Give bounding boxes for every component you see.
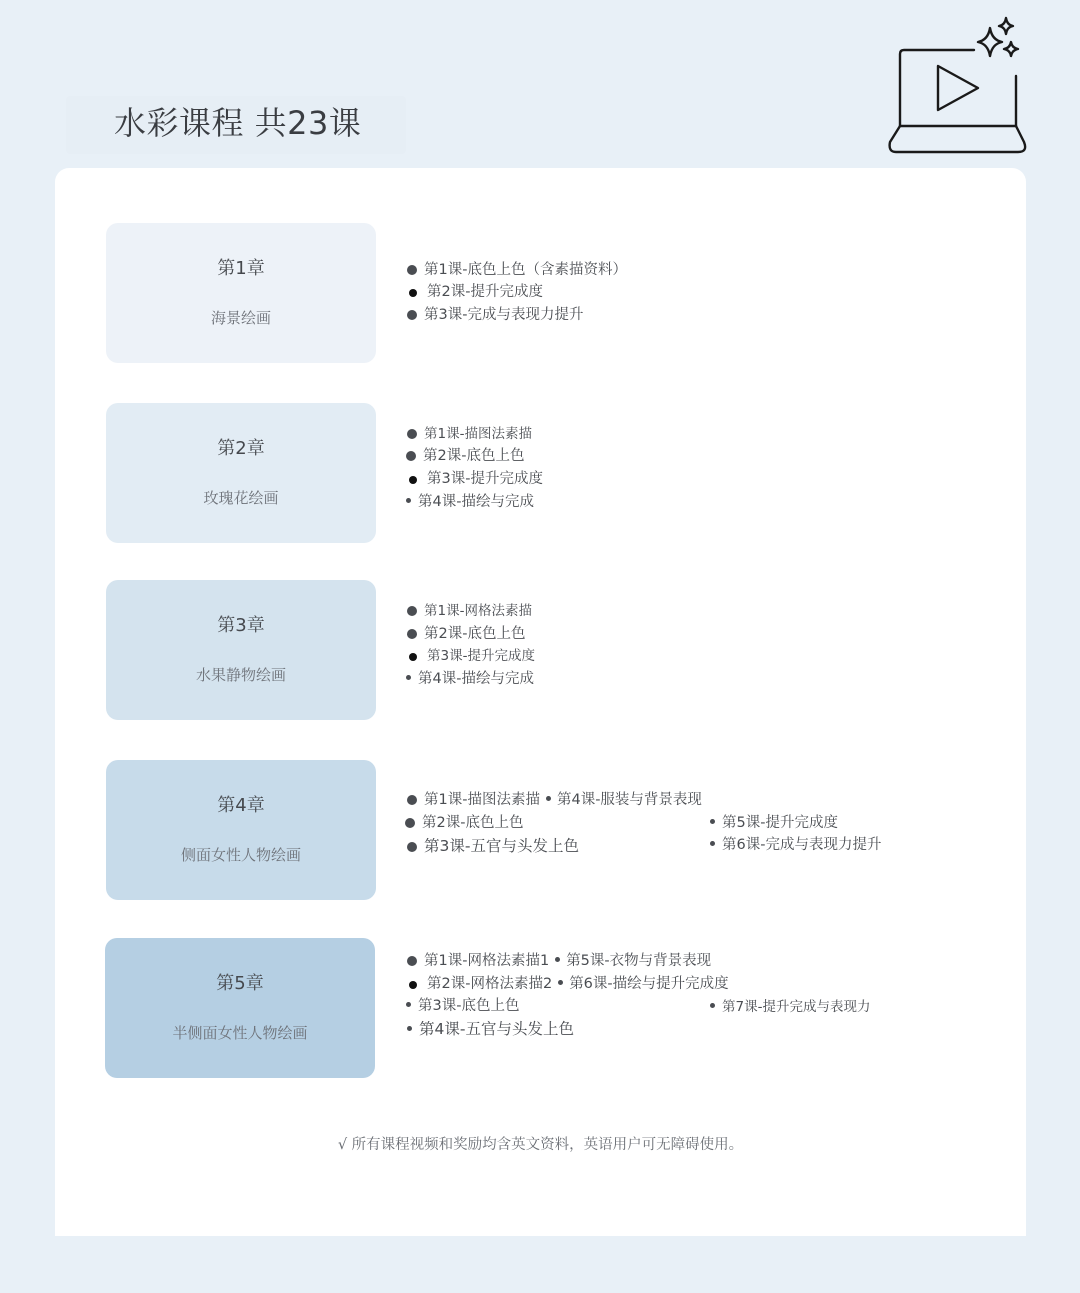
lesson-item: 第4课-描绘与完成: [406, 669, 534, 689]
lesson-item: 第1课-描图法素描 第4课-服装与背景表现: [407, 790, 702, 810]
course-outline-card: [55, 168, 1026, 1236]
laptop-video-icon: [886, 16, 1030, 158]
chapter-topic: 玫瑰花绘画: [203, 489, 279, 507]
chapter-number: 第5章: [216, 973, 264, 994]
lesson-item: 第7课-提升完成与表现力: [710, 997, 870, 1017]
bullet-icon: [407, 429, 417, 439]
chapter-5-box: [105, 938, 375, 1078]
chapter-topic: 水果静物绘画: [195, 666, 286, 684]
chapter-number: 第4章: [217, 795, 265, 816]
chapter-2-box: [106, 403, 376, 543]
sparkle-large-icon: [978, 28, 1002, 56]
bullet-icon: [407, 1026, 412, 1031]
bullet-separator: [555, 957, 560, 962]
lesson-item: 第6课-完成与表现力提升: [710, 835, 881, 855]
lesson-item: 第3课-五官与头发上色: [407, 836, 579, 856]
bullet-separator: [546, 796, 551, 801]
bullet-icon: [409, 653, 417, 661]
lesson-item: 第3课-底色上色: [406, 996, 519, 1016]
bullet-icon: [407, 310, 417, 320]
chapter-number: 第2章: [217, 438, 265, 459]
chapter-topic: 半侧面女性人物绘画: [172, 1024, 308, 1042]
lesson-item: 第3课-完成与表现力提升: [407, 305, 583, 325]
bullet-icon: [407, 795, 417, 805]
bullet-icon: [409, 289, 417, 297]
lesson-item: 第4课-五官与头发上色: [407, 1019, 574, 1039]
title-banner: [66, 96, 406, 154]
bullet-icon: [409, 476, 417, 484]
bullet-icon: [405, 818, 415, 828]
lesson-item: 第2课-提升完成度: [407, 282, 543, 302]
bullet-icon: [407, 606, 417, 616]
bullet-icon: [407, 265, 417, 275]
chapter-topic: 海景绘画: [210, 309, 271, 327]
bullet-icon: [406, 675, 411, 680]
lesson-item: 第2课-底色上色: [405, 813, 523, 833]
bullet-icon: [407, 956, 417, 966]
lesson-item: 第1课-底色上色（含素描资料）: [407, 260, 627, 280]
sparkle-small-icon: [1004, 42, 1018, 56]
footnote: √ 所有课程视频和奖励均含英文资料，英语用户可无障碍使用。: [337, 1137, 744, 1153]
bullet-icon: [406, 451, 416, 461]
lesson-item: 第4课-描绘与完成: [406, 492, 534, 512]
bullet-icon: [710, 1003, 715, 1008]
lesson-item: 第3课-提升完成度: [407, 469, 543, 489]
bullet-icon: [710, 841, 715, 846]
lesson-item: 第1课-描图法素描: [407, 424, 532, 444]
chapter-4-box: [106, 760, 376, 900]
lesson-item: 第2课-底色上色: [406, 446, 524, 466]
chapter-3-box: [106, 580, 376, 720]
sparkle-small-icon: [999, 18, 1013, 34]
lesson-item: 第5课-提升完成度: [710, 813, 838, 833]
bullet-icon: [406, 1002, 411, 1007]
bullet-icon: [710, 819, 715, 824]
chapter-number: 第3章: [217, 615, 265, 636]
bullet-icon: [407, 842, 417, 852]
lesson-item: 第1课-网格法素描: [407, 601, 532, 621]
lesson-item: 第3课-提升完成度: [407, 646, 535, 666]
bullet-icon: [407, 629, 417, 639]
chapter-number: 第1章: [217, 258, 265, 279]
page-title: 水彩课程 共23课: [114, 104, 362, 142]
bullet-icon: [409, 981, 417, 989]
lesson-item: 第2课-网格法素描2 第6课-描绘与提升完成度: [407, 974, 729, 994]
bullet-separator: [558, 980, 563, 985]
bullet-icon: [406, 498, 411, 503]
chapter-topic: 侧面女性人物绘画: [180, 846, 301, 864]
lesson-item: 第1课-网格法素描1 第5课-衣物与背景表现: [407, 951, 711, 971]
chapter-1-box: [106, 223, 376, 363]
lesson-item: 第2课-底色上色: [407, 624, 525, 644]
